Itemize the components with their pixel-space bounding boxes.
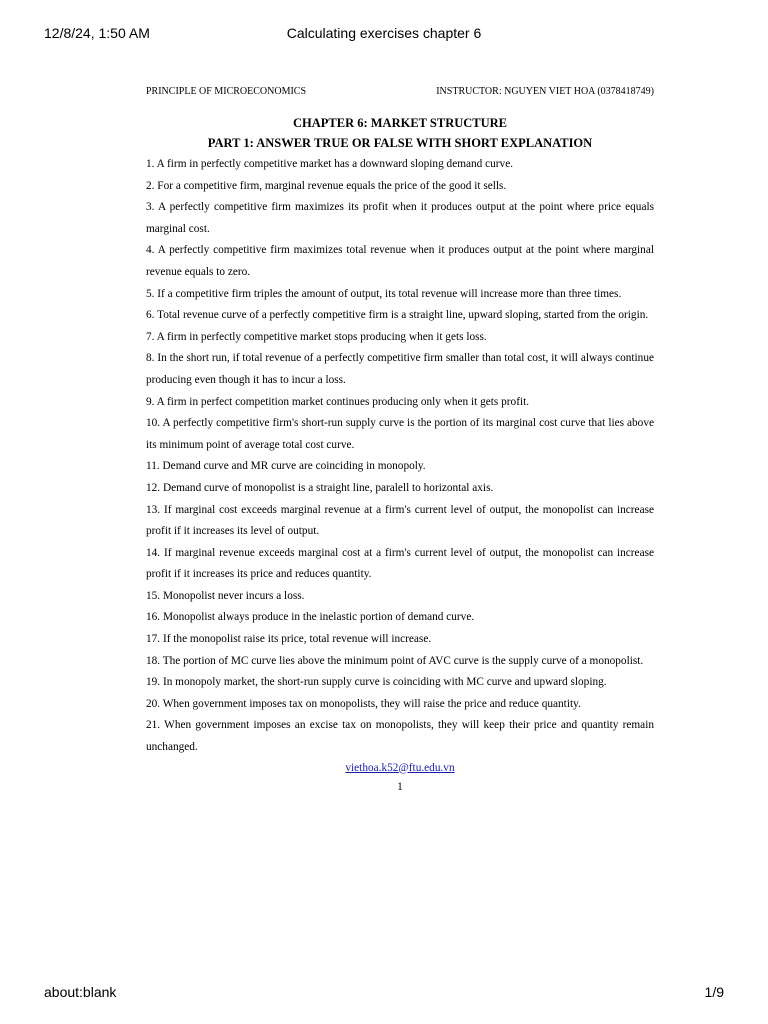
email-footer (146, 760, 654, 776)
part-title: PART 1: ANSWER TRUE OR FALSE WITH SHORT EXPLANATION (207, 136, 593, 150)
question-item: 16. Monopolist always produce in the inelastic portion of demand curve. (146, 611, 475, 624)
question-item: 8. In the short run, if total revenue of a perfectly competitive firm smaller than total cost, it will always continue producing even though it has to incur a loss. (146, 352, 654, 386)
question-item: 11. Demand curve and MR curve are coinciding in monopoly. (146, 460, 426, 473)
print-header (44, 25, 724, 43)
document-header (146, 86, 654, 100)
question-item: 12. Demand curve of monopolist is a straight line, paralell to horizontal axis. (146, 481, 494, 494)
chapter-title: CHAPTER 6: MARKET STRUCTURE (292, 116, 508, 130)
question-item: 1. A firm in perfectly competitive market has a downward sloping demand curve. (146, 158, 514, 170)
question-item: 15. Monopolist never incurs a loss. (146, 589, 305, 602)
question-item: 7. A firm in perfectly competitive market stops producing when it gets loss. (146, 330, 487, 343)
question-item: 10. A perfectly competitive firm's short-run supply curve is the portion of its marginal cost curve that lies above its minimum point of average total cost curve. (146, 417, 654, 451)
question-item: 17. If the monopolist raise its price, total revenue will increase. (146, 633, 432, 646)
email-link[interactable]: viethoa.k52@ftu.edu.vn (345, 761, 455, 774)
question-item: 19. In monopoly market, the short-run supply curve is coinciding with MC curve and upward sloping. (146, 676, 607, 689)
question-item: 21. When government imposes an excise tax on monopolists, they will keep their price and quantity remain unchanged. (146, 719, 654, 754)
question-item: 20. When government imposes tax on monopolists, they will raise the price and reduce quantity. (146, 697, 581, 710)
question-item: 2. For a competitive firm, marginal revenue equals the price of the good it sells. (146, 179, 507, 192)
print-page-title: Calculating exercises chapter 6 (286, 25, 482, 41)
document-page (146, 86, 654, 795)
question-list (146, 154, 654, 759)
print-footer (44, 984, 724, 1002)
question-item: 14. If marginal revenue exceeds marginal cost at a firm's current level of output, the monopolist can increase profit if it increases its price and reduces quantity. (146, 546, 654, 581)
question-item: 4. A perfectly competitive firm maximizes total revenue when it produces output at the point where marginal revenue equals to zero. (146, 244, 654, 278)
course-name: PRINCIPLE OF MICROECONOMICS (146, 86, 307, 97)
question-item: 18. The portion of MC curve lies above the minimum point of AVC curve is the supply curve of a monopolist. (146, 654, 644, 667)
document-page-number: 1 (397, 780, 403, 793)
print-page-counter: 1/9 (704, 984, 724, 1000)
question-item: 5. If a competitive firm triples the amount of output, its total revenue will increase more than three times. (146, 287, 622, 300)
question-item: 13. If marginal cost exceeds marginal revenue at a firm's current level of output, the monopolist can increase profit if it increases its level of output. (146, 503, 654, 538)
print-datetime: 12/8/24, 1:50 AM (44, 25, 150, 41)
question-item: 6. Total revenue curve of a perfectly competitive firm is a straight line, upward sloping, started from the origin. (146, 309, 649, 322)
question-item: 3. A perfectly competitive firm maximizes its profit when it produces output at the point where price equals marginal cost. (146, 201, 654, 235)
instructor-info: INSTRUCTOR: NGUYEN VIET HOA (0378418749) (436, 86, 654, 97)
print-url: about:blank (44, 984, 117, 1000)
question-item: 9. A firm in perfect competition market continues producing only when it gets profit. (146, 395, 530, 408)
